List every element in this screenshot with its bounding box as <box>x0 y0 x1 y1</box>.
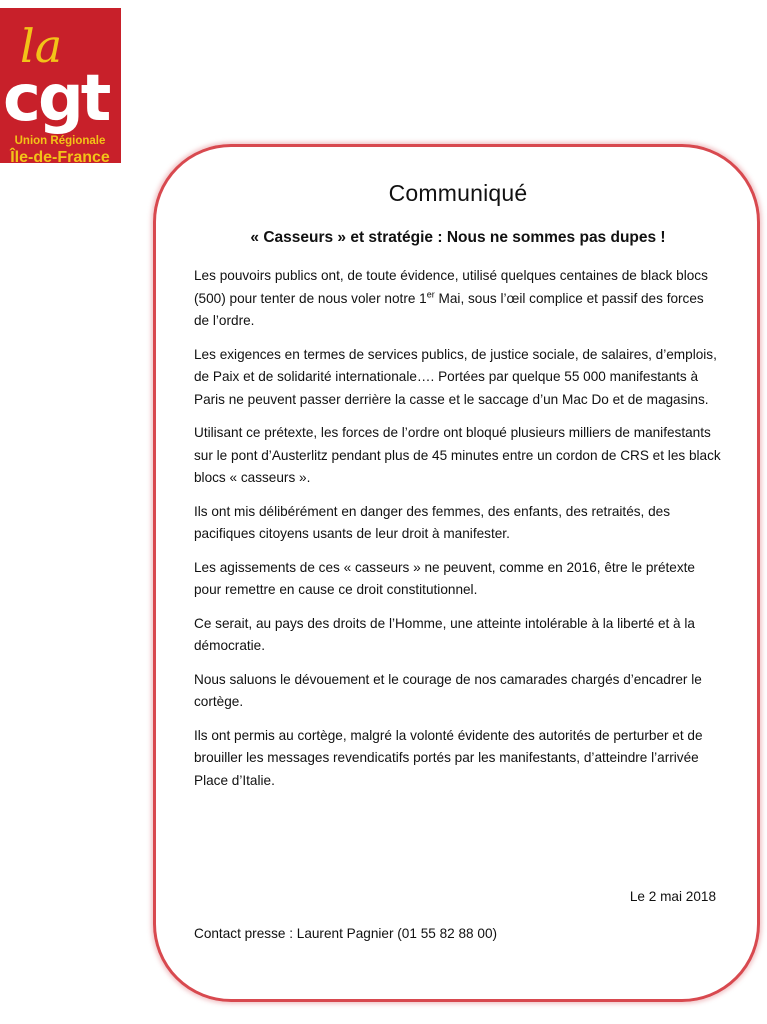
paragraph-8: Ils ont permis au cortège, malgré la volonté évidente des autorités de perturber et de brouiller les messages revendicatifs portés par les manifestants, d’atteindre l’arrivée Place d’Italie. <box>194 727 703 788</box>
press-contact: Contact presse : Laurent Pagnier (01 55 82 88 00) <box>194 926 498 941</box>
document-title: Communiqué <box>388 180 528 206</box>
document-body <box>194 180 722 803</box>
paragraph-2: Les exigences en termes de services publics, de justice sociale, de salaires, d’emplois, de Paix et de solidarité internationale…. Portées par quelque 55 000 manifestants à Paris ne peuvent passer derrière la casse et le saccage d’un Mac Do et de magasins. <box>194 346 717 407</box>
cgt-logo-graphic <box>0 8 121 163</box>
paragraph-4: Ils ont mis délibérément en danger des femmes, des enfants, des retraités, des pacifiques citoyens usants de leur droit à manifester. <box>194 503 671 541</box>
logo-org-line1: Union Régionale <box>14 135 106 147</box>
logo-script-la: la <box>20 19 63 73</box>
logo-org-line2: Île-de-France <box>10 149 110 163</box>
cgt-logo <box>0 8 121 163</box>
document-subtitle: « Casseurs » et stratégie : Nous ne sommes pas dupes ! <box>250 229 666 246</box>
paragraph-5: Les agissements de ces « casseurs » ne peuvent, comme en 2016, être le prétexte pour remettre en cause ce droit constitutionnel. <box>194 559 695 597</box>
paragraph-1-start: Les pouvoirs publics ont, de toute évidence, utilisé quelques centaines de black blocs (500) pour tenter de nous voler notre 1 <box>194 268 708 306</box>
paragraph-3: Utilisant ce prétexte, les forces de l’ordre ont bloqué plusieurs milliers de manifestants sur le pont d’Austerlitz pendant plus de 45 minutes entre un cordon de CRS et les black blocs « casseurs ». <box>194 425 721 485</box>
paragraph-6: Ce serait, au pays des droits de l’Homme, une atteinte intolérable à la liberté et à la démocratie. <box>194 615 695 653</box>
paragraph-list <box>194 265 722 792</box>
paragraph-7: Nous saluons le dévouement et le courage de nos camarades chargés d’encadrer le cortège. <box>194 671 702 709</box>
paragraph-1-superscript: er <box>426 288 435 299</box>
paragraph-1 <box>194 265 722 333</box>
document-date: Le 2 mai 2018 <box>629 889 716 904</box>
paragraph-1-end: Mai, sous l’œil complice et passif des forces de l’ordre. <box>194 290 704 328</box>
logo-brand-cgt: cgt <box>3 62 109 136</box>
